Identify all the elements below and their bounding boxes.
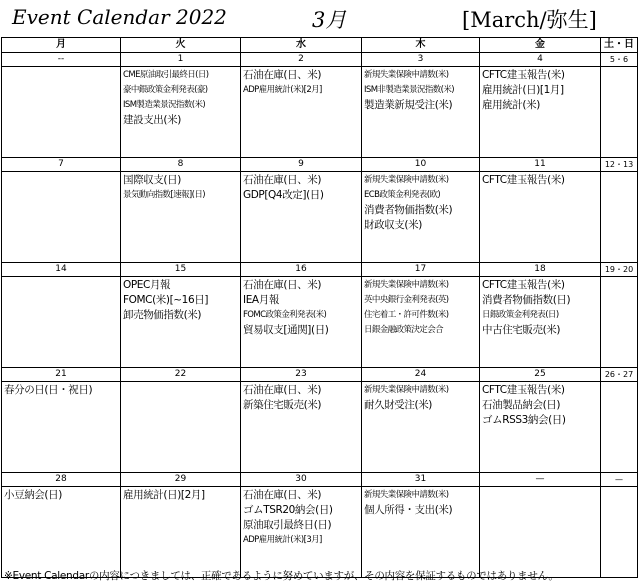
day-number: 21 — [2, 368, 121, 382]
day-cell — [2, 172, 121, 263]
event-item: CFTC建玉報告(米) — [482, 69, 565, 81]
event-item: 石油在庫(日、米) — [243, 384, 322, 396]
event-item: 春分の日(日・祝日) — [4, 384, 93, 396]
event-item: 貿易収支[通関](日) — [243, 324, 329, 336]
event-item: 新築住宅販売(米) — [243, 399, 322, 411]
event-item: 石油在庫(日、米) — [243, 69, 322, 81]
event-item: 個人所得・支出(米) — [364, 504, 453, 516]
event-item: 住宅着工・許可件数(米) — [364, 310, 449, 320]
calendar-header — [0, 0, 638, 36]
event-item: 小豆納会(日) — [4, 489, 62, 501]
week-events-row — [2, 487, 638, 578]
event-item: 石油在庫(日、米) — [243, 174, 322, 186]
event-item: 石油在庫(日、米) — [243, 279, 322, 291]
event-item: OPEC月報 — [123, 279, 171, 291]
week-date-row — [2, 368, 638, 382]
week-date-row — [2, 473, 638, 487]
day-number: -- — [2, 53, 121, 67]
day-number: 29 — [121, 473, 241, 487]
event-item: 新規失業保険申請数(米) — [364, 280, 449, 290]
month-label: 3月 — [312, 8, 347, 32]
day-number: 5・6 — [601, 53, 638, 67]
event-item: 建設支出(米) — [123, 114, 181, 126]
weekday-header: 水 — [241, 38, 362, 53]
day-cell — [241, 487, 362, 578]
event-item: FOMC(米)[~16日] — [123, 294, 209, 306]
event-item: 財政収支(米) — [364, 219, 422, 231]
day-cell — [601, 172, 638, 263]
weekday-header: 月 — [2, 38, 121, 53]
month-name-label: [March/弥生] — [462, 8, 597, 32]
event-item: 消費者物価指数(日) — [482, 294, 571, 306]
day-number: 28 — [2, 473, 121, 487]
event-item: 卸売物価指数(米) — [123, 309, 202, 321]
event-item: CFTC建玉報告(米) — [482, 279, 565, 291]
event-item: ISM製造業景況指数(米) — [123, 100, 206, 110]
day-cell — [480, 277, 601, 368]
day-cell — [2, 67, 121, 158]
day-number: 11 — [480, 158, 601, 172]
event-item: 石油製品納会(日) — [482, 399, 561, 411]
day-cell — [121, 382, 241, 473]
event-item: FOMC政策金利発表(米) — [243, 310, 327, 320]
day-cell — [241, 67, 362, 158]
day-cell — [601, 277, 638, 368]
event-item: 消費者物価指数(米) — [364, 204, 453, 216]
day-cell — [601, 382, 638, 473]
event-item: CFTC建玉報告(米) — [482, 384, 565, 396]
day-number: 1 — [121, 53, 241, 67]
event-item: ADP雇用統計(米)[3月] — [243, 535, 322, 545]
day-cell — [480, 172, 601, 263]
weekday-header: 火 — [121, 38, 241, 53]
day-number: 16 — [241, 263, 362, 277]
day-cell — [121, 67, 241, 158]
event-item: CME原油取引最終日(日) — [123, 70, 209, 80]
day-number: 30 — [241, 473, 362, 487]
day-cell — [2, 487, 121, 578]
event-item: 新規失業保険申請数(米) — [364, 385, 449, 395]
event-item: 耐久財受注(米) — [364, 399, 432, 411]
day-number: 24 — [362, 368, 480, 382]
event-item: 新規失業保険申請数(米) — [364, 70, 449, 80]
event-item: 製造業新規受注(米) — [364, 99, 453, 111]
event-item: 新規失業保険申請数(米) — [364, 175, 449, 185]
day-cell — [480, 382, 601, 473]
calendar-grid — [1, 37, 638, 578]
event-item: 国際収支(日) — [123, 174, 181, 186]
event-item: 中古住宅販売(米) — [482, 324, 561, 336]
event-item: 景気動向指数[速報](日) — [123, 190, 205, 200]
event-item: 石油在庫(日、米) — [243, 489, 322, 501]
event-item: 原油取引最終日(日) — [243, 519, 332, 531]
event-item: CFTC建玉報告(米) — [482, 174, 565, 186]
weekday-header: 金 — [480, 38, 601, 53]
event-item: 豪中銀政策金利発表(豪) — [123, 85, 208, 95]
day-cell — [121, 487, 241, 578]
day-number: 8 — [121, 158, 241, 172]
day-number: 23 — [241, 368, 362, 382]
day-number: 25 — [480, 368, 601, 382]
weekday-header: 土・日 — [601, 38, 638, 53]
calendar-title: Event Calendar 2022 — [12, 5, 227, 29]
weekday-header-row — [2, 38, 638, 53]
day-number: 2 — [241, 53, 362, 67]
event-item: ゴムTSR20納会(日) — [243, 504, 333, 516]
day-number: 31 — [362, 473, 480, 487]
day-number: 17 — [362, 263, 480, 277]
week-events-row — [2, 172, 638, 263]
day-cell — [601, 487, 638, 578]
week-date-row — [2, 263, 638, 277]
day-cell — [480, 487, 601, 578]
event-item: 日銀政策金利発表(日) — [482, 310, 559, 320]
day-number: — — [601, 473, 638, 487]
event-item: 日銀金融政策決定会合 — [364, 325, 444, 335]
day-cell — [362, 172, 480, 263]
week-events-row — [2, 277, 638, 368]
day-number: 15 — [121, 263, 241, 277]
day-cell — [241, 277, 362, 368]
day-number: 18 — [480, 263, 601, 277]
day-number: 10 — [362, 158, 480, 172]
day-cell — [362, 382, 480, 473]
day-number: 22 — [121, 368, 241, 382]
day-cell — [241, 382, 362, 473]
day-cell — [2, 382, 121, 473]
event-item: IEA月報 — [243, 294, 279, 306]
event-item: ISM非製造業景況指数(米) — [364, 85, 454, 95]
week-date-row — [2, 158, 638, 172]
day-number: 14 — [2, 263, 121, 277]
event-item: 新規失業保険申請数(米) — [364, 490, 449, 500]
day-cell — [601, 67, 638, 158]
week-date-row — [2, 53, 638, 67]
day-number: 26・27 — [601, 368, 638, 382]
event-item: ECB政策金利発表(欧) — [364, 190, 441, 200]
week-events-row — [2, 67, 638, 158]
day-number: 19・20 — [601, 263, 638, 277]
week-events-row — [2, 382, 638, 473]
event-item: ADP雇用統計(米)[2月] — [243, 85, 322, 95]
day-cell — [480, 67, 601, 158]
event-item: 英中央銀行金利発表(英) — [364, 295, 449, 305]
event-item: ゴムRSS3納会(日) — [482, 414, 566, 426]
event-item: 雇用統計(米) — [482, 99, 540, 111]
event-item: 雇用統計(日)[1月] — [482, 84, 564, 96]
day-cell — [241, 172, 362, 263]
day-cell — [362, 67, 480, 158]
disclaimer-footer: ※Event Calendarの内容につきましては、正確であるように努めていますが、その内容を保証するものではありません。 — [4, 570, 559, 582]
day-cell — [362, 277, 480, 368]
weekday-header: 木 — [362, 38, 480, 53]
day-number: 12・13 — [601, 158, 638, 172]
day-number: 7 — [2, 158, 121, 172]
day-cell — [2, 277, 121, 368]
day-number: 9 — [241, 158, 362, 172]
day-number: 3 — [362, 53, 480, 67]
event-item: GDP[Q4改定](日) — [243, 189, 324, 201]
day-number: 4 — [480, 53, 601, 67]
day-cell — [362, 487, 480, 578]
day-number: — — [480, 473, 601, 487]
day-cell — [121, 277, 241, 368]
day-cell — [121, 172, 241, 263]
event-item: 雇用統計(日)[2月] — [123, 489, 205, 501]
